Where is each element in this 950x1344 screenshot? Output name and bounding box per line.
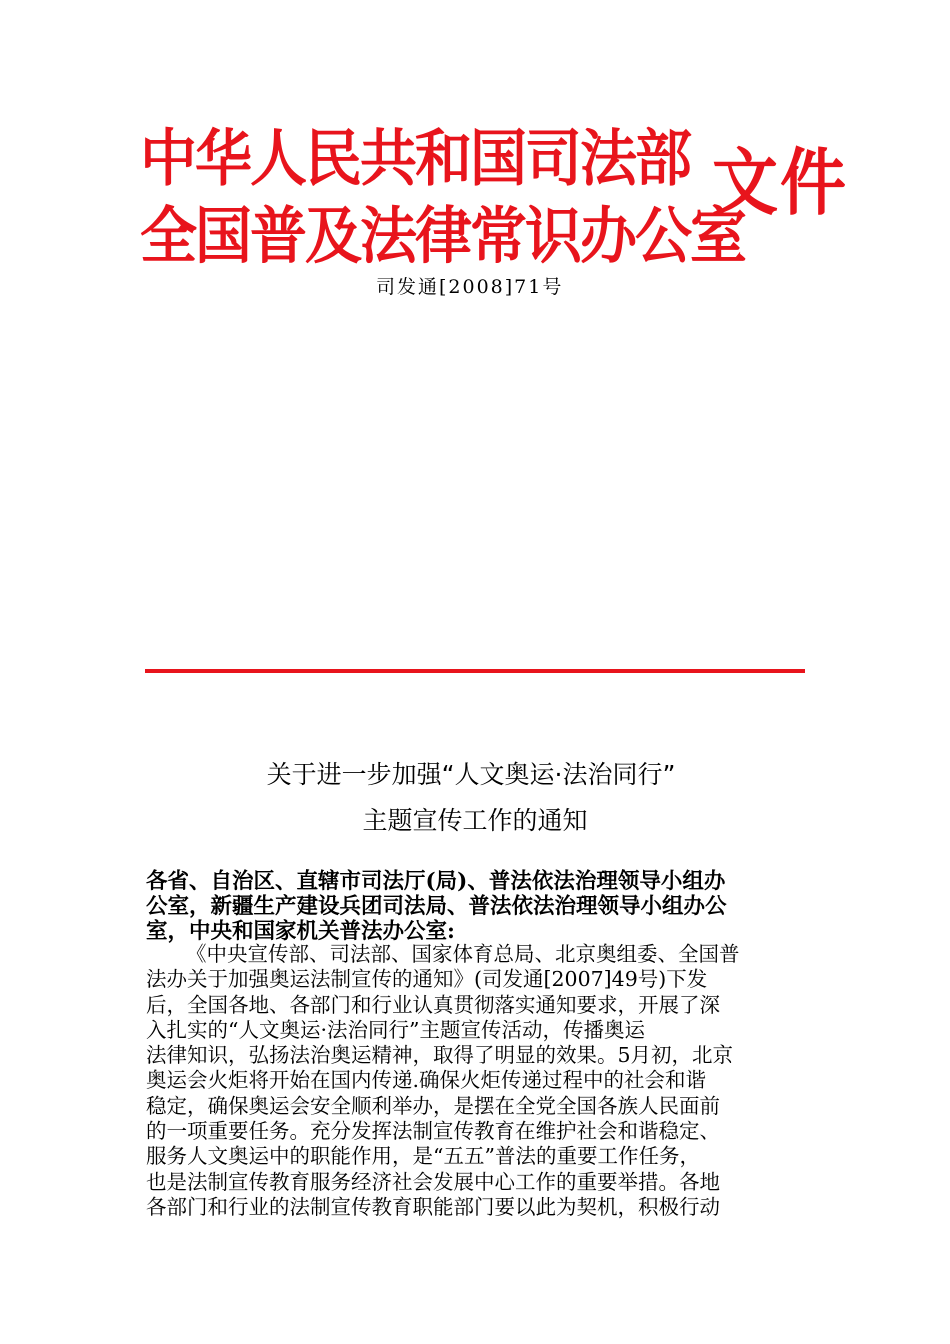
body-line: 也是法制宣传教育服务经济社会发展中心工作的重要举措。各地 [146, 1169, 720, 1194]
red-divider-rule [145, 669, 805, 673]
document-number: 司发通[2008]71号 [376, 276, 564, 298]
body-line: 法办关于加强奥运法制宣传的通知》(司发通[2007]49号)下发 [146, 967, 708, 992]
body-line: 入扎实的“人文奥运·法治同行”主题宣传活动，传播奥运 [146, 1017, 645, 1042]
body-paragraph [146, 942, 816, 1220]
issuer-header [140, 120, 745, 276]
addressee-line: 各省、自治区、直辖市司法厅(局)、普法依法治理领导小组办 [146, 869, 726, 894]
addressee-line: 公室，新疆生产建设兵团司法局、普法依法治理领导小组办公 [146, 894, 727, 919]
addressee-line: 室，中央和国家机关普法办公室: [146, 919, 455, 944]
notice-title-line-2: 主题宣传工作的通知 [362, 806, 588, 835]
body-line: 稳定，确保奥运会安全顺利举办，是摆在全党全国各族人民面前 [146, 1093, 720, 1118]
body-line: 服务人文奥运中的职能作用，是“五五”普法的重要工作任务， [146, 1144, 700, 1169]
body-line: 后，全国各地、各部门和行业认真贯彻落实通知要求，开展了深 [146, 992, 720, 1017]
issuer-line-2: 全国普及法律常识办公室 [140, 201, 745, 273]
addressee-block [146, 869, 816, 944]
body-line: 的一项重要任务。充分发挥法制宣传教育在维护社会和谐稳定、 [146, 1119, 720, 1144]
body-line: 《中央宣传部、司法部、国家体育总局、北京奥组委、全国普 [186, 942, 740, 966]
body-line: 各部门和行业的法制宣传教育职能部门要以此为契机，积极行动 [146, 1194, 720, 1219]
document-type-label: 文件 [712, 141, 848, 226]
body-line: 奥运会火炬将开始在国内传递.确保火炬传递过程中的社会和谐 [146, 1068, 707, 1093]
notice-title-line-1: 关于进一步加强“人文奥运·法治同行” [266, 760, 676, 789]
issuer-line-1: 中华人民共和国司法部 [140, 123, 690, 195]
body-line: 法律知识，弘扬法治奥运精神，取得了明显的效果。5月初，北京 [146, 1043, 734, 1068]
